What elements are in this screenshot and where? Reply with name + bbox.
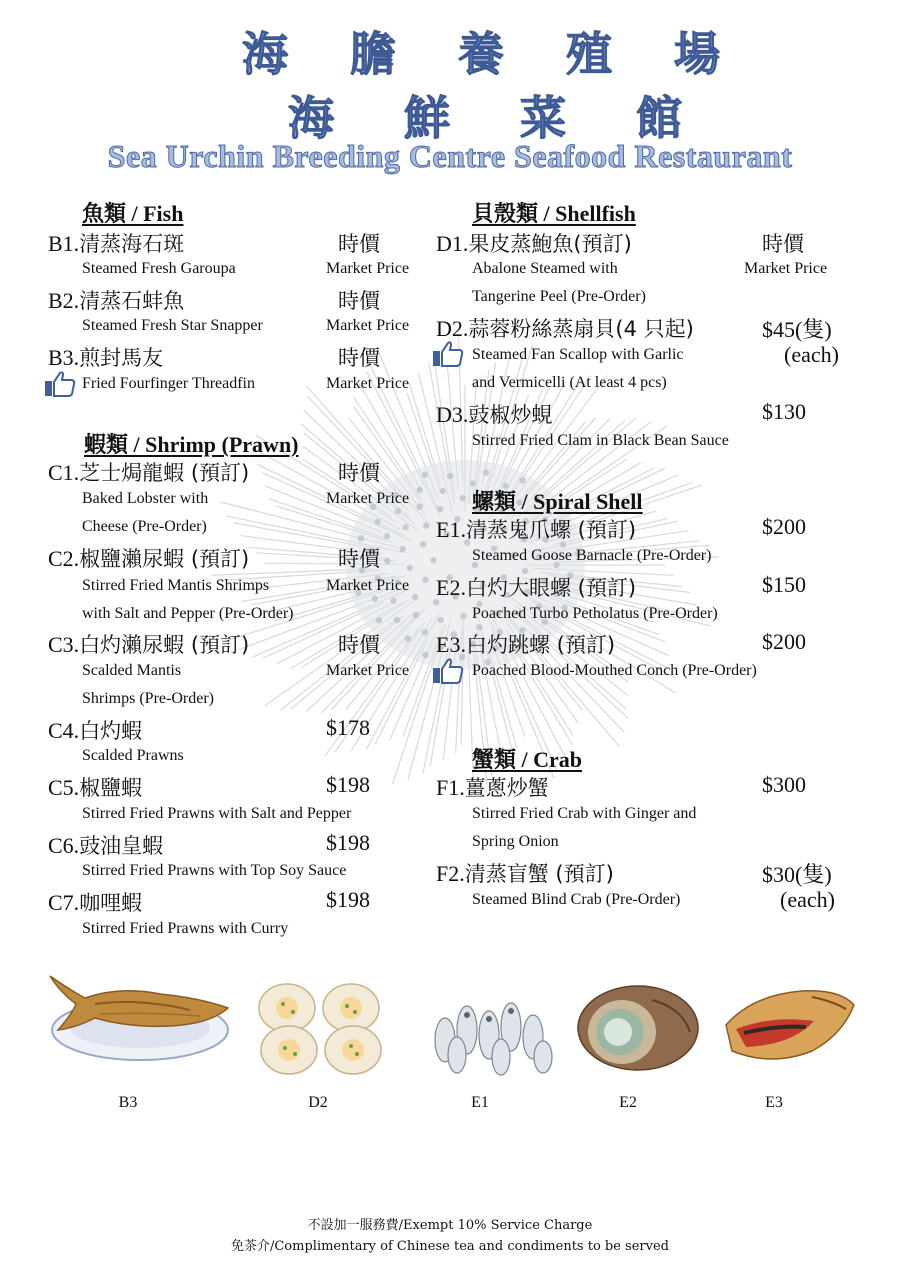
menu-item-d2-price-unit: (each) <box>784 342 839 367</box>
section-heading-fish: 魚類 / Fish <box>82 201 184 226</box>
menu-item-b1-market-price: Market Price <box>326 260 410 277</box>
thumbs-up-icon <box>432 657 464 685</box>
menu-item-f2-english: Steamed Blind Crab (Pre-Order) <box>472 891 681 908</box>
menu-item-b2-name: B2.清蒸石蚌魚 <box>48 288 185 313</box>
menu-item-f1-name: F1.薑蔥炒蟹 <box>436 775 549 800</box>
menu-item-d2-english-1: Steamed Fan Scallop with Garlic <box>472 346 684 363</box>
menu-item-e1-name: E1.清蒸鬼爪螺 (預訂) <box>436 517 637 542</box>
menu-item-d1-name: D1.果皮蒸鮑魚(預訂) <box>436 231 632 256</box>
section-heading-crab: 蟹類 / Crab <box>472 747 583 772</box>
menu-item-c4-name: C4.白灼蝦 <box>48 718 143 743</box>
menu-item-c1-name: C1.芝士焗龍蝦 (預訂) <box>48 460 250 485</box>
menu-item-c1-english-2: Cheese (Pre-Order) <box>82 518 207 535</box>
menu-item-e3-english: Poached Blood-Mouthed Conch (Pre-Order) <box>472 662 757 679</box>
menu-item-c7-name: C7.咖哩蝦 <box>48 890 143 915</box>
photo-turbo-shell <box>572 980 702 1075</box>
menu-item-f1-english-2: Spring Onion <box>472 833 559 850</box>
menu-item-d3-name: D3.豉椒炒蜆 <box>436 402 553 427</box>
menu-item-c6-price: $198 <box>326 830 370 855</box>
menu-item-b3-name: B3.煎封馬友 <box>48 345 164 370</box>
photo-caption-e2: E2 <box>619 1094 637 1111</box>
menu-item-c6-english: Stirred Fried Prawns with Top Soy Sauce <box>82 862 347 879</box>
menu-item-c4-english: Scalded Prawns <box>82 747 184 764</box>
menu-item-c5-price: $198 <box>326 772 370 797</box>
menu-item-c3-price: 時價 <box>338 633 380 657</box>
menu-item-e1-english: Steamed Goose Barnacle (Pre-Order) <box>472 547 712 564</box>
menu-item-d2-english-2: and Vermicelli (At least 4 pcs) <box>472 374 667 391</box>
menu-item-c3-name: C3.白灼瀨尿蝦 (預訂) <box>48 632 250 657</box>
photo-conch-shell <box>722 985 857 1070</box>
photo-caption-d2: D2 <box>308 1094 328 1111</box>
menu-item-c5-name: C5.椒鹽蝦 <box>48 775 143 800</box>
footer-service-charge: 不設加一服務費/Exempt 10% Service Charge <box>307 1218 593 1233</box>
menu-item-f1-price: $300 <box>762 772 806 797</box>
menu-item-e2-price: $150 <box>762 572 806 597</box>
menu-item-e2-english: Poached Turbo Petholatus (Pre-Order) <box>472 605 718 622</box>
thumbs-up-icon <box>432 340 464 368</box>
menu-item-b2-price: 時價 <box>338 289 380 313</box>
menu-item-c3-market-price: Market Price <box>326 662 410 679</box>
photo-caption-b3: B3 <box>118 1094 138 1111</box>
menu-item-c7-english: Stirred Fried Prawns with Curry <box>82 920 289 937</box>
section-heading-shellfish: 貝殼類 / Shellfish <box>472 201 636 226</box>
menu-item-e3-price: $200 <box>762 629 806 654</box>
photo-fried-fish <box>40 968 235 1068</box>
photo-goose-barnacle <box>425 985 560 1080</box>
menu-item-f2-name: F2.清蒸盲蟹 (預訂) <box>436 861 614 886</box>
restaurant-name-line1: 海膽養殖場 <box>242 27 782 81</box>
menu-item-b3-english: Fried Fourfinger Threadfin <box>82 375 255 392</box>
menu-item-e2-name: E2.白灼大眼螺 (預訂) <box>436 575 637 600</box>
menu-item-c6-name: C6.豉油皇蝦 <box>48 833 164 858</box>
menu-item-c3-english-1: Scalded Mantis <box>82 662 182 679</box>
restaurant-name-line2: 海鮮菜館 <box>288 91 752 145</box>
menu-item-d1-english-2: Tangerine Peel (Pre-Order) <box>472 288 646 305</box>
menu-item-b2-english: Steamed Fresh Star Snapper <box>82 317 263 334</box>
menu-item-f2-price: $30(隻) <box>762 862 832 887</box>
menu-item-c2-market-price: Market Price <box>326 577 410 594</box>
menu-item-d3-price: $130 <box>762 399 806 424</box>
menu-item-e3-name: E3.白灼跳螺 (預訂) <box>436 632 616 657</box>
menu-item-d1-price: 時價 <box>762 232 804 256</box>
menu-item-c7-price: $198 <box>326 887 370 912</box>
menu-item-f2-price-unit: (each) <box>780 887 835 912</box>
menu-item-d1-english-1: Abalone Steamed with <box>472 260 618 277</box>
menu-item-c1-market-price: Market Price <box>326 490 410 507</box>
menu-item-b2-market-price: Market Price <box>326 317 410 334</box>
menu-item-d3-english: Stirred Fried Clam in Black Bean Sauce <box>472 432 729 449</box>
menu-item-c2-name: C2.椒鹽瀨尿蝦 (預訂) <box>48 546 250 571</box>
menu-item-b3-price: 時價 <box>338 346 380 370</box>
menu-item-f1-english-1: Stirred Fried Crab with Ginger and <box>472 805 697 822</box>
menu-item-c2-price: 時價 <box>338 547 380 571</box>
menu-item-c2-english-1: Stirred Fried Mantis Shrimps <box>82 577 270 594</box>
menu-item-d2-price: $45(隻) <box>762 317 832 342</box>
menu-item-c5-english: Stirred Fried Prawns with Salt and Pepper <box>82 805 352 822</box>
menu-item-c1-price: 時價 <box>338 461 380 485</box>
footer-complimentary-tea: 免茶介/Complimentary of Chinese tea and condiments to be served <box>230 1239 669 1254</box>
menu-item-c3-english-2: Shrimps (Pre-Order) <box>82 690 214 707</box>
menu-item-c4-price: $178 <box>326 715 370 740</box>
thumbs-up-icon <box>44 370 76 398</box>
photo-caption-e1: E1 <box>471 1094 489 1111</box>
photo-steamed-scallops <box>255 978 385 1078</box>
menu-item-b1-english: Steamed Fresh Garoupa <box>82 260 236 277</box>
menu-item-b1-price: 時價 <box>338 232 380 256</box>
menu-item-c1-english-1: Baked Lobster with <box>82 490 209 507</box>
restaurant-name-english: Sea Urchin Breeding Centre Seafood Restaurant <box>107 138 793 174</box>
section-heading-shrimp: 蝦類 / Shrimp (Prawn) <box>84 432 299 457</box>
menu-item-c2-english-2: with Salt and Pepper (Pre-Order) <box>82 605 294 622</box>
photo-caption-e3: E3 <box>765 1094 783 1111</box>
menu-item-b1-name: B1.清蒸海石斑 <box>48 231 185 256</box>
section-heading-spiral-shell: 螺類 / Spiral Shell <box>472 489 643 514</box>
menu-item-d2-name: D2.蒜蓉粉絲蒸扇貝(4 只起) <box>436 316 694 341</box>
menu-item-b3-market-price: Market Price <box>326 375 410 392</box>
menu-item-e1-price: $200 <box>762 514 806 539</box>
menu-item-d1-market-price: Market Price <box>744 260 828 277</box>
